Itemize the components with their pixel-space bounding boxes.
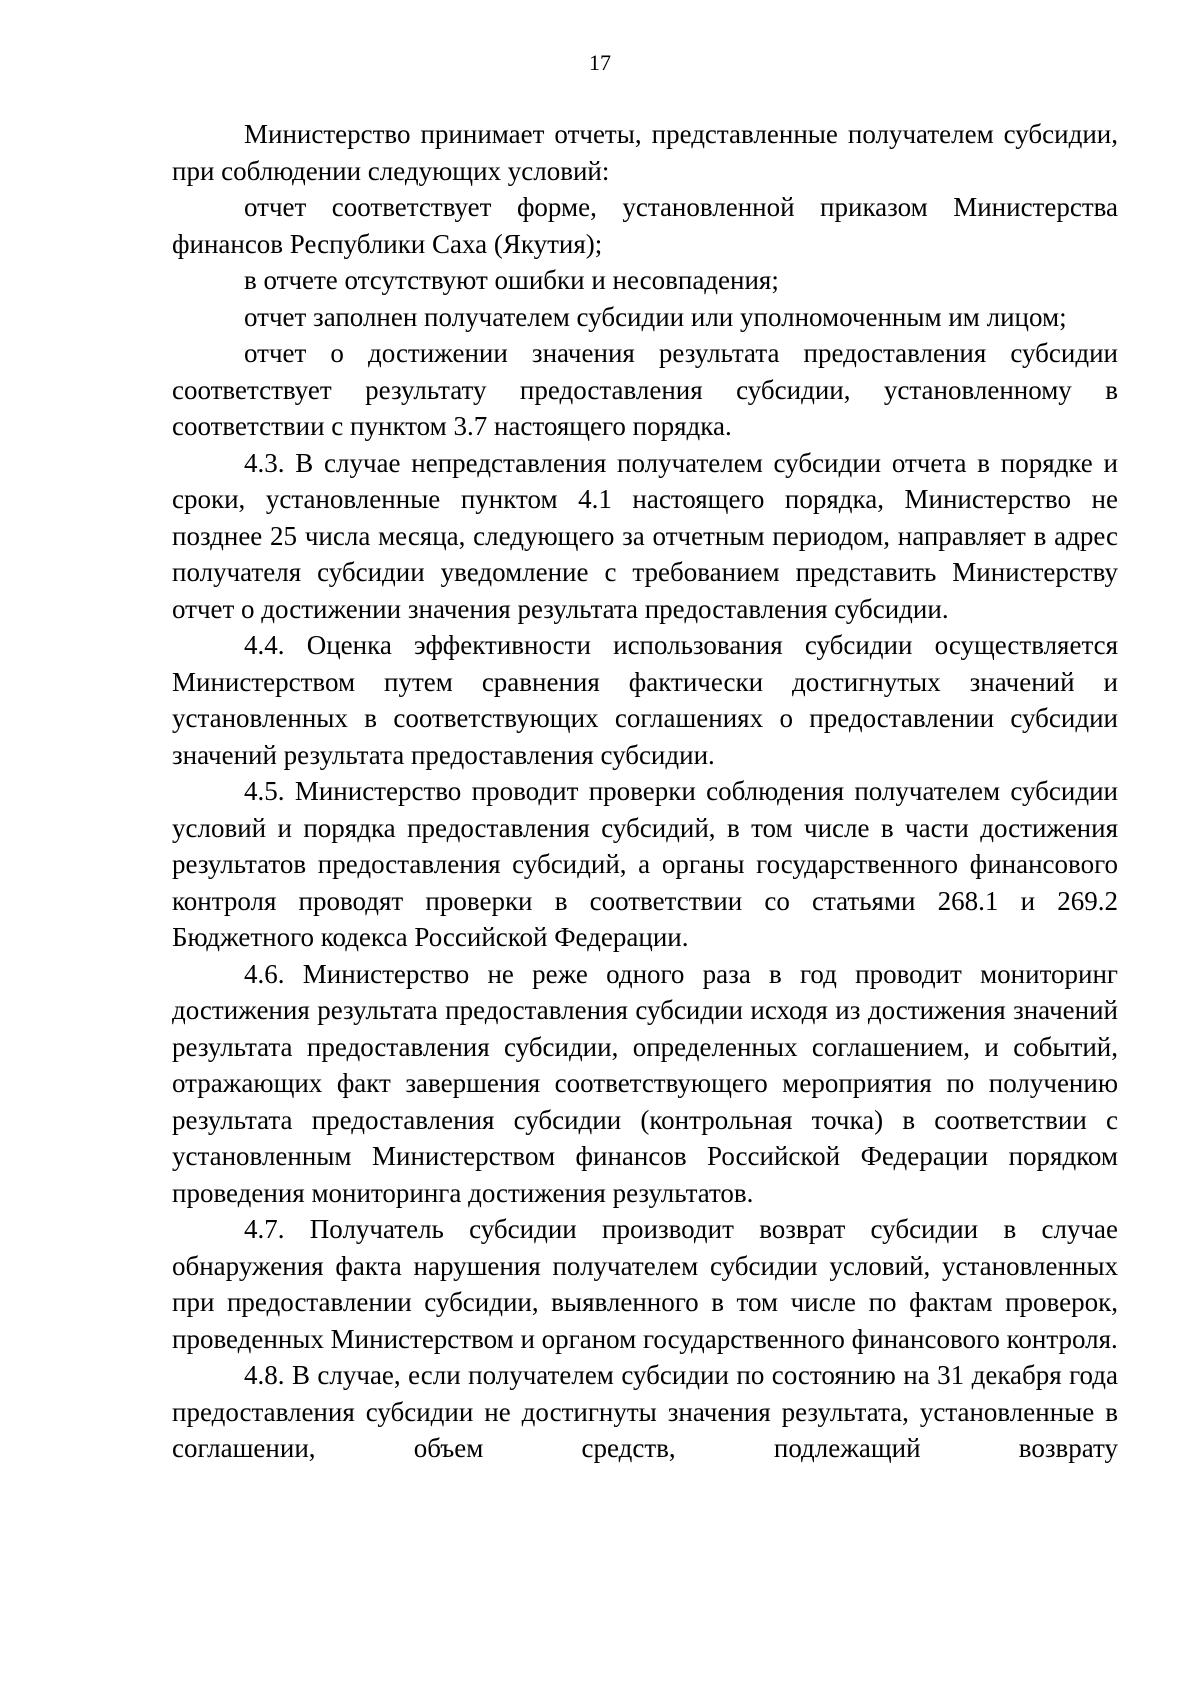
- paragraph-4-4: 4.4. Оценка эффективности использования субсидии осуществляется Министерством путем сравнения фактически достигнутых значений и установленных в соответствующих соглашениях о предоставлении субсидии значений результата предоставления субсидии.: [172, 630, 1118, 770]
- paragraph-condition-result: отчет о достижении значения результата предоставления субсидии соответствует результату предоставления субсидии, установленному в соответствии с пунктом 3.7 настоящего порядка.: [172, 338, 1118, 441]
- paragraph-condition-filled: отчет заполнен получателем субсидии или уполномоченным им лицом;: [244, 301, 1067, 332]
- paragraph-condition-no-errors: в отчете отсутствуют ошибки и несовпадения;: [244, 265, 779, 295]
- paragraph-4-5: 4.5. Министерство проводит проверки соблюдения получателем субсидии условий и порядка предоставления субсидий, в том числе в части достижения результатов предоставления субсидий, а органы государственного финансового контроля проводят проверки в соответствии со статьями 268.1 и 269.2 Бюджетного кодекса Российской Федерации.: [172, 776, 1118, 952]
- paragraph-condition-form: отчет соответствует форме, установленной приказом Министерства финансов Республики Саха (Якутия);: [172, 192, 1118, 259]
- document-body: [172, 116, 1118, 1467]
- paragraph-4-3: 4.3. В случае непредставления получателем субсидии отчета в порядке и сроки, установленные пунктом 4.1 настоящего порядка, Министерство не позднее 25 числа месяца, следующего за отчетным периодом, направляет в адрес получателя субсидии уведомление с требованием представить Министерству отчет о достижении значения результата предоставления субсидии.: [172, 447, 1118, 624]
- paragraph-4-7: 4.7. Получатель субсидии производит возврат субсидии в случае обнаружения факта нарушения получателем субсидии условий, установленных при предоставлении субсидии, выявленного в том числе по фактам проверок, проведенных Министерством и органом государственного финансового контроля.: [172, 1214, 1118, 1354]
- page-number: 17: [589, 50, 611, 75]
- paragraph-4-8: 4.8. В случае, если получателем субсидии по состоянию на 31 декабря года предоставления субсидии не достигнуты значения результата, установленные в соглашении, объем средств, подлежащий возврату: [172, 1360, 1118, 1463]
- paragraph-4-6: 4.6. Министерство не реже одного раза в год проводит мониторинг достижения результата предоставления субсидии исходя из достижения значений результата предоставления субсидии, определенных соглашением, и событий, отражающих факт завершения соответствующего мероприятия по получению результата предоставления субсидии (контрольная точка) в соответствии с установленным Министерством финансов Российской Федерации порядком проведения мониторинга достижения результатов.: [172, 958, 1118, 1208]
- paragraph-report-acceptance: Министерство принимает отчеты, представленные получателем субсидии, при соблюдении следующих условий:: [172, 119, 1118, 186]
